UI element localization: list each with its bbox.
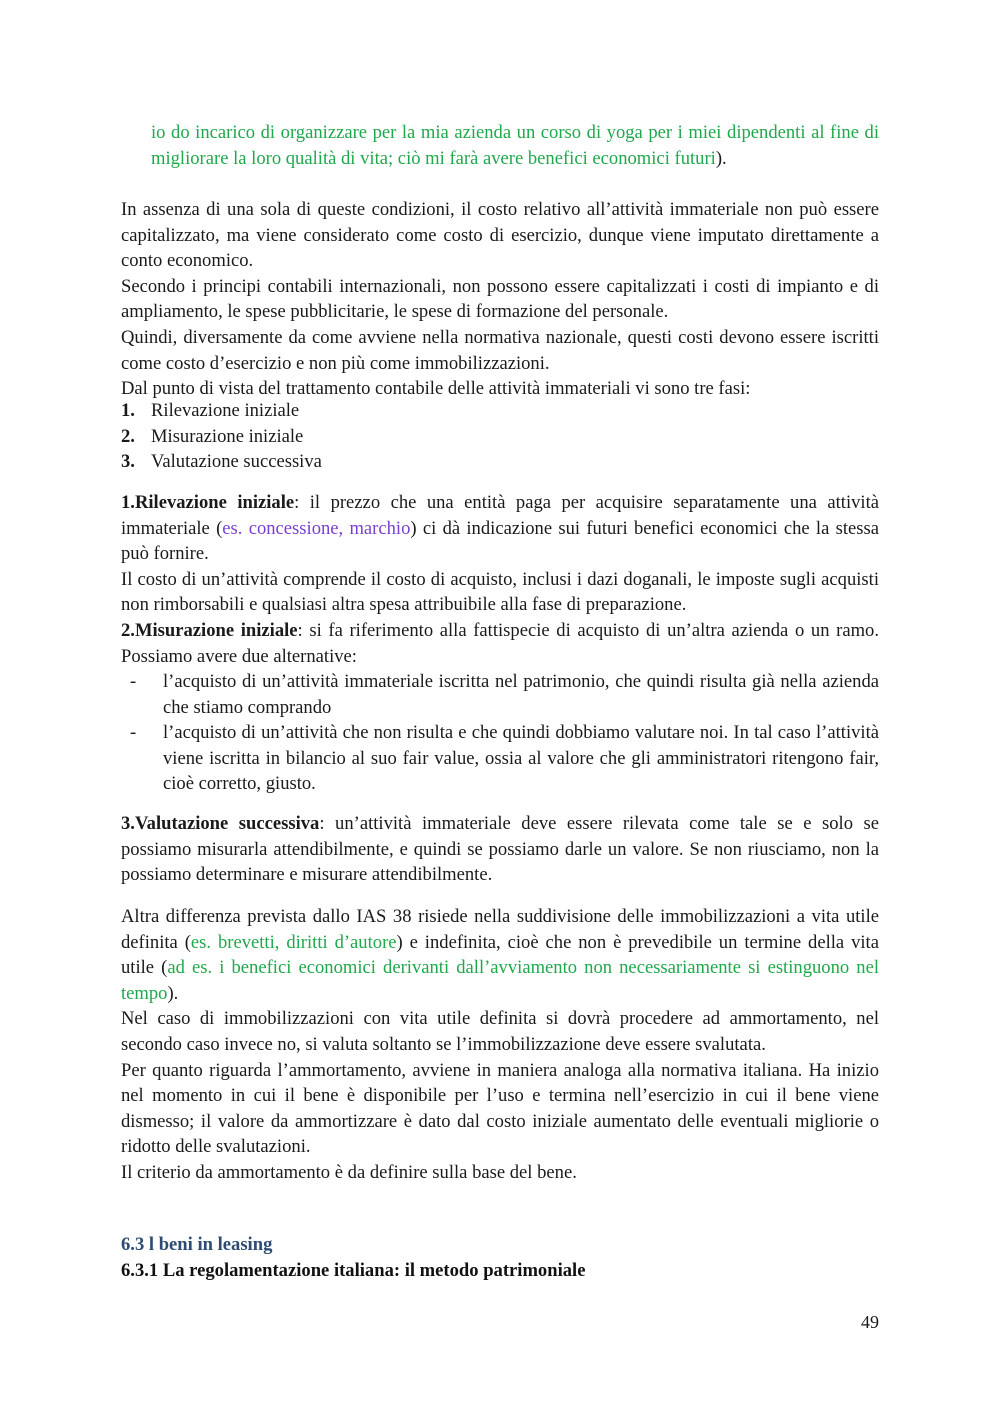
list-label: Misurazione iniziale [151, 425, 304, 447]
ias38-text-a: Altra differenza prevista dallo IAS 38 risiede nella suddivisione delle immobilizzazioni a vita utile definita ( [121, 906, 879, 953]
misurazione-text: : si fa riferimento alla fattispecie di acquisto di un’altra azienda o un ramo. Possiamo avere due alternative: [121, 619, 879, 667]
rilevazione-text-a: : il prezzo che una entità paga per acquisire separatamente una attività immateriale ( [121, 492, 879, 539]
ias38-method-paragraph: Per quanto riguarda l’ammortamento, avviene in maniera analoga alla normativa italiana. Ha inizio nel momento in cui il bene è disponibile per l’uso e termina nell’esercizio in cui il bene viene dismesso; il valore da ammortizzare è dato dal costo iniziale aumentato delle eventuali migliorie o ridotto delle svalutazioni. [121, 1059, 879, 1158]
ias38-example-indefinite: ad es. i benefici economici derivanti dall’avviamento non necessariamente si estinguono nel tempo [121, 957, 879, 1004]
paragraph-three-phases-intro: Dal punto di vista del trattamento contabile delle attività immateriali vi sono tre fasi: [121, 378, 751, 400]
rilevazione-example: es. concessione, marchio [222, 517, 411, 539]
list-dash: - [130, 671, 137, 692]
list-number: 2. [121, 425, 135, 447]
misurazione-alternatives-list [121, 669, 879, 797]
rilevazione-cost-paragraph: Il costo di un’attività comprende il costo di acquisto, inclusi i dazi doganali, le imposte sugli acquisti non rimborsabili e qualsiasi altra spesa attribuibile alla fase di preparazione. [121, 568, 879, 616]
list-item [121, 424, 879, 450]
rilevazione-title: 1.Rilevazione iniziale [121, 492, 295, 513]
intro-tail: ). [715, 147, 727, 169]
ias38-criterion-paragraph: Il criterio da ammortamento è da definire sulla base del bene. [121, 1161, 577, 1183]
list-item [121, 669, 879, 720]
page-number: 49 [861, 1312, 879, 1332]
list-number: 1. [121, 400, 135, 421]
misurazione-title: 2.Misurazione iniziale [121, 619, 298, 641]
rilevazione-section [121, 490, 879, 669]
paragraph-national-comparison: Quindi, diversamente da come avviene nella normativa nazionale, questi costi devono essere iscritti come costo d’esercizio e non più come immobilizzazioni. [121, 326, 879, 374]
list-text: l’acquisto di un’attività che non risulta e che quindi dobbiamo valutare noi. In tal caso l’attività viene iscritta in bilancio al suo fair value, ossia al valore che gli amministratori ritengono fair, cioè corretto, giusto. [163, 722, 879, 795]
valutazione-text: : un’attività immateriale deve essere rilevata come tale se e solo se possiamo misurarla attendibilmente, e quindi se possiamo darle un valore. Se non riusciamo, non la possiamo determinare e misurare attendibilmente. [121, 813, 880, 886]
paragraph-ias-principles: Secondo i principi contabili internazionali, non possono essere capitalizzati i costi di impianto e di ampliamento, le spese pubblicitarie, le spese di formazione del personale. [121, 275, 879, 323]
list-item [121, 449, 879, 475]
phases-list [121, 398, 879, 475]
subsection-heading: 6.3.1 La regolamentazione italiana: il metodo patrimoniale [121, 1260, 586, 1281]
rilevazione-paragraph [121, 490, 879, 567]
valutazione-title: 3.Valutazione successiva [121, 813, 320, 834]
rilevazione-text-b: ) ci dà indicazione sui futuri benefici economici che la stessa può fornire. [121, 517, 879, 565]
misurazione-paragraph [121, 618, 879, 669]
ias38-text-b: ) e indefinita, cioè che non è prevedibile un termine della vita utile ( [121, 931, 879, 979]
valutazione-paragraph [121, 811, 879, 888]
capitalization-paragraphs [121, 197, 879, 402]
list-item [121, 720, 879, 797]
ias38-text-c: ). [167, 982, 179, 1004]
ias38-example-defined: es. brevetti, diritti d’autore [190, 931, 397, 953]
valutazione-section [121, 811, 879, 888]
intro-paragraph [151, 120, 879, 171]
section-heading: 6.3 l beni in leasing [121, 1234, 273, 1255]
list-item [121, 398, 879, 424]
list-label: Valutazione successiva [151, 451, 322, 473]
intro-example-text: io do incarico di organizzare per la mia azienda un corso di yoga per i miei dipendenti al fine di migliorare la loro qualità di vita; ciò mi farà avere benefici economici futuri [151, 122, 879, 169]
ias38-section [121, 904, 879, 1186]
list-dash: - [130, 722, 137, 744]
paragraph-absence: In assenza di una sola di queste condizioni, il costo relativo all’attività immateriale non può essere capitalizzato, ma viene considerato come costo di esercizio, dunque viene imputato direttamente a conto economico. [121, 199, 879, 272]
list-label: Rilevazione iniziale [151, 400, 300, 421]
list-number: 3. [121, 451, 135, 473]
list-text: l’acquisto di un’attività immateriale iscritta nel patrimonio, che quindi risulta già nella azienda che stiamo comprando [163, 671, 879, 718]
ias38-paragraph [121, 904, 879, 1006]
ias38-amortization-paragraph: Nel caso di immobilizzazioni con vita utile definita si dovrà procedere ad ammortamento, nel secondo caso invece no, si valuta soltanto se l’immobilizzazione deve essere svalutata. [121, 1008, 879, 1055]
